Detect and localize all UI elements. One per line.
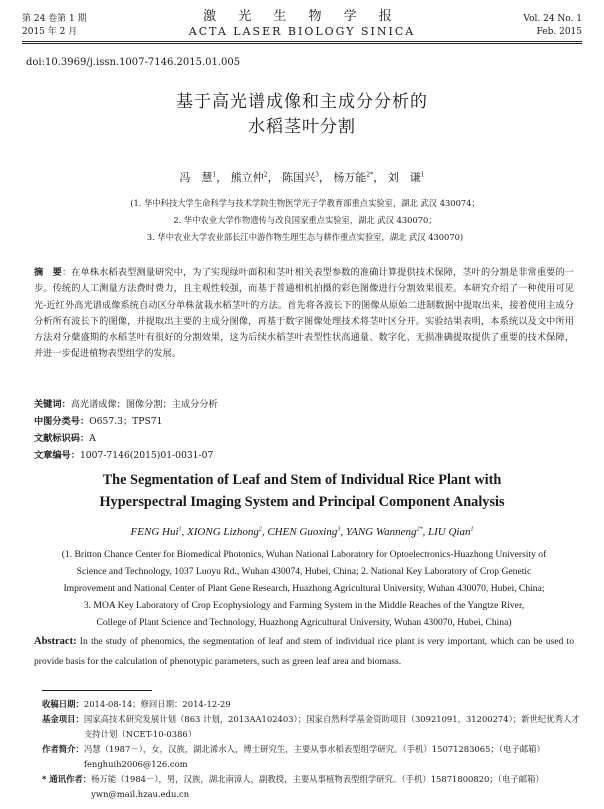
abstract-cn: 摘 要：在单株水稻表型测量研究中，为了实现绿叶面积和茎叶相关表型参数的准确计算提供技术保障，茎叶的分割是非常重要的一步。传统的人工测量方法费时费力，且主观性较强，而基于普通相机拍摄的彩色图像进行分割效果很差。本研究介绍了一种使用可见光-近红外高光谱成像系统自动区分单株盆栽水稻茎叶的方法。首先将各波长下的图像从原始二进制数据中提取出来，接着使用主成分分析所有波长下的图像，并提取出主要的主成分图像，再基于数字图像处理技术将茎叶区分开。实验结果表明，本系统以及文中所用方法对分蘖盛期的水稻茎叶有很好的分割效果，这为后续水稻茎叶表型性状高通量、数字化、无损准确提取提供了重要的技术保障，并进一步促进植物表型组学的发展。: [34, 267, 574, 360]
abstract-cn-label: 摘 要: [34, 267, 62, 278]
title-en-line-1: The Segmentation of Leaf and Stem of Individual Rice Plant with: [102, 472, 502, 488]
author-en: FENG Hui$^1$: [130, 526, 182, 538]
affiliation-en-line: 3. MOA Key Laboratory of Crop Ecophysiology and Farming System in the Middle Reaches of the Yangtze River,: [83, 600, 525, 611]
article-number: 文章编号：1007-7146(2015)01-0031-07: [34, 450, 214, 461]
author-list-cn: 冯 慧$^1$， 熊立仲$^2$， 陈国兴$^3$， 杨万能$^{2*}$， 刘 谦$^1$: [179, 171, 425, 184]
abstract-en-text: In the study of phenomics, the segmentation of leaf and stem of individual rice plant is very important, which can be used to provide basis for the calculation of phenotypic parameters, such as green leaf area and biomass.: [34, 636, 574, 667]
author-cn: 冯 慧$^1$: [179, 171, 217, 184]
author-cn: 杨万能$^{2*}$: [333, 171, 374, 184]
affiliation-cn: (1. 华中科技大学生命科学与技术学院生物医学光子学教育部重点实验室，湖北 武汉 430074；: [130, 198, 480, 208]
affiliation-en-line: College of Plant Science and Technology, Huazhong Agricultural University, Wuhan 430070, Hubei, China): [96, 617, 512, 628]
date-en: Feb. 2015: [536, 27, 582, 37]
volume-en: Vol. 24 No. 1: [523, 14, 582, 24]
affiliations-en: [30, 546, 578, 631]
author-en: CHEN Guoxing$^3$: [267, 526, 341, 538]
journal-name: [150, 8, 454, 39]
title-cn-line-2: 水稻茎叶分割: [248, 117, 356, 137]
author-cn: 陈国兴$^3$: [282, 171, 319, 184]
footnote-author-bio: 作者简介： 冯慧（1987－），女，汉族，湖北浠水人，博士研究生，主要从事水稻表型组学研究。（手机）15071283065；（电子邮箱）fenghuih2006@126.com: [42, 744, 545, 769]
volume-issue: 第 24 卷第 1 期: [22, 14, 87, 24]
affiliation-en-line: (1. Britton Chance Center for Biomedical Photonics, Wuhan National Laboratory for Optoelectronics-Huazhong University of: [61, 549, 547, 560]
header-rule-thin: [22, 43, 582, 44]
title-en-line-2: Hyperspectral Imaging System and Principal Component Analysis: [99, 494, 505, 510]
paper-title-en: [0, 469, 604, 513]
affiliations-cn: [40, 195, 570, 246]
keywords-cn: 关键词：高光谱成像；图像分割；主成分分析: [34, 399, 218, 410]
author-en: XIONG Lizhong$^2$: [187, 526, 262, 538]
abstract-cn-text: 在单株水稻表型测量研究中，为了实现绿叶面积和茎叶相关表型参数的准确计算提供技术保障，茎叶的分割是非常重要的一步。传统的人工测量方法费时费力，且主观性较强，而基于普通相机拍摄的彩色图像进行分割效果很差。本研究介绍了一种使用可见光-近红外高光谱成像系统自动区分单株盆栽水稻茎叶的方法。首先将各波长下的图像从原始二进制数据中提取出来，接着使用主成分分析所有波长下的图像，并提取出主要的主成分图像，再基于数字图像处理技术将茎叶区分开。实验结果表明，本系统以及文中所用方法对分蘖盛期的水稻茎叶有很好的分割效果，这为后续水稻茎叶表型性状高通量、数字化、无损准确提取提供了重要的技术保障，并进一步促进植物表型组学的发展。: [34, 267, 574, 360]
footnote-received: 收稿日期： 2014-08-14；修回日期：2014-12-29: [42, 699, 231, 709]
author-en: LIU Qian$^1$: [427, 526, 474, 538]
footnote-corresponding-author: * 通讯作者： 杨万能（1984－），男，汉族，湖北南漳人，副教授，主要从事植物表型组学研究。（手机）15871800820；（电子邮箱）ywn@mail.hzau.edu.cn: [42, 774, 544, 799]
footnote-funding: 基金项目： 国家高技术研究发展计划（863 计划，2013AA102403）；国家自然科学基金资助项目（30921091，31200274）；新世纪优秀人才支持计划（NCET-10-0386）: [42, 714, 580, 739]
abstract-en-label: Abstract:: [34, 636, 77, 647]
footnotes: [42, 697, 582, 802]
document-code: 文献标识码：A: [34, 433, 96, 444]
author-cn: 熊立仲$^2$: [230, 171, 268, 184]
author-en: YANG Wanneng$^{2*}$: [345, 526, 423, 538]
header-rule: [22, 41, 582, 42]
clc-number: 中图分类号：O657.3；TPS71: [34, 416, 163, 427]
running-header-left: [22, 13, 87, 39]
affiliation-en-line: Improvement and National Center of Plant Gene Research, Huazhong Agricultural University, Wuhan 430070, Hubei, China;: [63, 583, 545, 594]
footnote-rule: [42, 690, 152, 691]
doi: doi:10.3969/j.issn.1007-7146.2015.01.005: [26, 57, 241, 68]
date-cn: 2015 年 2 月: [22, 27, 78, 37]
affiliation-en-line: Science and Technology, 1037 Luoyu Rd., Wuhan 430074, Hubei, China; 2. National Key Laboratory of Crop Genetic: [76, 566, 532, 577]
author-list-en: FENG Hui$^1$, XIONG Lizhong$^2$, CHEN Guoxing$^3$, YANG Wanneng$^{2*}$, LIU Qian$^1$: [130, 526, 474, 538]
running-header-right: [523, 13, 582, 39]
author-cn: 刘 谦$^1$: [387, 171, 425, 184]
title-cn-line-1: 基于高光谱成像和主成分分析的: [176, 92, 428, 112]
affiliation-cn: 3. 华中农业大学农业部长江中游作物生理生态与耕作重点实验室，湖北 武汉 430070): [146, 232, 464, 242]
journal-name-en: ACTA LASER BIOLOGY SINICA: [188, 25, 416, 38]
journal-name-cn: 激 光 生 物 学 报: [203, 9, 401, 24]
affiliation-cn: 2. 华中农业大学作物遗传与改良国家重点实验室，湖北 武汉 430070；: [173, 215, 437, 225]
paper-title-cn: [0, 90, 604, 140]
abstract-en: [34, 632, 574, 672]
